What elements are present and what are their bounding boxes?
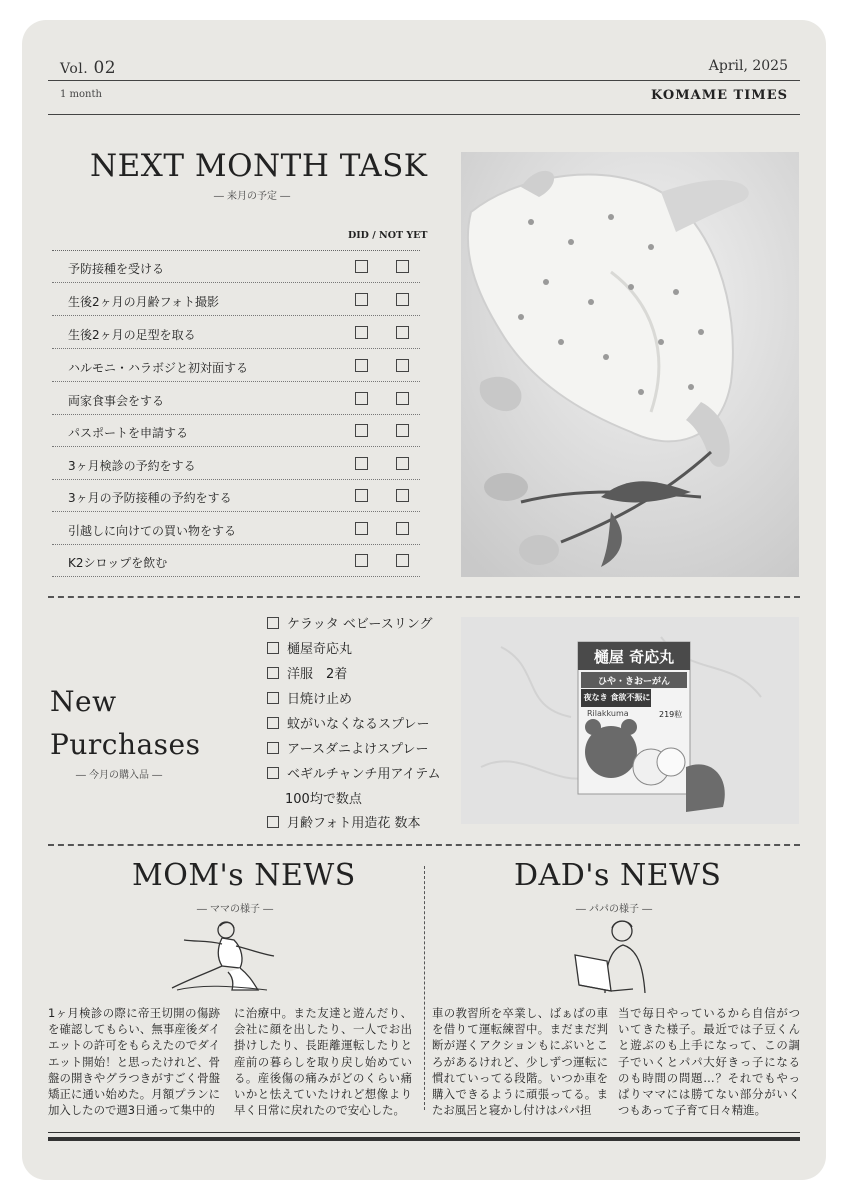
did-checkbox[interactable]	[355, 260, 368, 273]
purchase-label: 日焼け止め	[287, 692, 353, 707]
task-label: 予防接種を受ける	[68, 262, 165, 276]
not-yet-checkbox[interactable]	[396, 489, 409, 502]
purchase-item	[267, 713, 429, 732]
dad-title: DAD's NEWS	[514, 858, 722, 893]
did-checkbox[interactable]	[355, 293, 368, 306]
did-checkbox[interactable]	[355, 489, 368, 502]
issue-date: April, 2025	[708, 58, 788, 74]
task-row	[52, 383, 420, 415]
task-label: 生後2ヶ月の足型を取る	[68, 328, 196, 342]
purchase-label: 月齢フォト用造花 数本	[287, 816, 421, 831]
mom-text-col1: 1ヶ月検診の際に帝王切開の傷跡を確認してもらい、無事産後ダイエットの許可をもらえたのでダイエット開始！と思ったけれど、骨盤の開きやグラつきがすごく骨盤矯正に通い始めた。月額プランに加入したので週3日通って集中的	[48, 1006, 220, 1118]
purchase-checkbox[interactable]	[267, 742, 279, 754]
not-yet-checkbox[interactable]	[396, 457, 409, 470]
purchases-subtitle: ― 今月の購入品 ―	[75, 770, 163, 781]
task-label: 3ヶ月検診の予約をする	[68, 459, 196, 473]
purchase-item	[267, 688, 352, 707]
masthead-rule-top	[48, 80, 800, 81]
newsletter-page	[22, 20, 826, 1180]
dad-text-col2: 当で毎日やっているから自信がついてきた様子。最近では子豆くんと遊ぶのも上手になって、この調子でいくとパパ大好きっ子になるのも時間の問題…？それでもやっぱりママには勝てない部分がいくつもあって子育て日々精進。	[618, 1006, 800, 1118]
task-row	[52, 448, 420, 480]
dad-subtitle: ― パパの様子 ―	[575, 904, 653, 915]
not-yet-checkbox[interactable]	[396, 522, 409, 535]
purchase-checkbox[interactable]	[267, 617, 279, 629]
footer-rule-thin	[48, 1132, 800, 1133]
task-label: 3ヶ月の予防接種の予約をする	[68, 491, 232, 505]
purchase-item	[267, 663, 347, 682]
purchase-checkbox[interactable]	[267, 767, 279, 779]
did-checkbox[interactable]	[355, 392, 368, 405]
purchase-item	[267, 638, 352, 657]
not-yet-checkbox[interactable]	[396, 260, 409, 273]
did-checkbox[interactable]	[355, 554, 368, 567]
did-checkbox[interactable]	[355, 326, 368, 339]
purchase-item	[267, 812, 420, 831]
not-yet-checkbox[interactable]	[396, 424, 409, 437]
purchase-checkbox[interactable]	[267, 717, 279, 729]
task-row	[52, 415, 420, 447]
product-count: 219粒	[659, 710, 683, 719]
mom-title: MOM's NEWS	[132, 858, 356, 893]
section-divider-2	[48, 844, 800, 846]
not-yet-checkbox[interactable]	[396, 392, 409, 405]
purchase-item-continuation: 100均で数点	[285, 792, 362, 807]
mom-yoga-illustration	[162, 918, 282, 993]
period-label: 1 month	[60, 89, 102, 100]
task-label: 両家食事会をする	[68, 394, 165, 408]
purchase-label: ケラッタ ベビースリング	[287, 617, 433, 632]
purchases-title-line1: New	[50, 685, 117, 718]
dad-laptop-illustration	[567, 915, 657, 997]
dad-text-col1: 車の教習所を卒業し、ばぁばの車を借りて運転練習中。まだまだ判断が遅くアクションもにぶいところがあるけれど、少しずつ運転に慣れていってる段階。いつか車を購入できるように頑張ってる。またお風呂と寝かし付けはパパ担	[432, 1006, 608, 1118]
product-reading: ひや・きおーがん	[597, 677, 670, 687]
brand-name: KOMAME TIMES	[650, 88, 788, 103]
purchases-title	[50, 680, 200, 766]
not-yet-checkbox[interactable]	[396, 326, 409, 339]
did-checkbox[interactable]	[355, 359, 368, 372]
purchase-item	[267, 738, 428, 757]
purchase-checkbox[interactable]	[267, 642, 279, 654]
product-photo	[461, 617, 799, 824]
purchase-item	[267, 763, 441, 782]
task-row	[52, 513, 420, 545]
task-row	[52, 545, 420, 577]
not-yet-checkbox[interactable]	[396, 293, 409, 306]
purchase-checkbox[interactable]	[267, 816, 279, 828]
product-effect: 夜なき 食欲不振に	[583, 693, 651, 702]
volume-label	[60, 58, 116, 78]
vol-number: 02	[93, 58, 117, 78]
purchases-title-line2: Purchases	[50, 728, 201, 761]
tasks-title: NEXT MONTH TASK	[90, 148, 428, 184]
not-yet-checkbox[interactable]	[396, 554, 409, 567]
tasks-header: DID / NOT YET	[348, 230, 428, 241]
tasks-subtitle: ― 来月の予定 ―	[213, 191, 291, 202]
purchase-label: 洋服 2着	[287, 667, 348, 682]
section-divider-1	[48, 596, 800, 598]
task-row	[52, 480, 420, 512]
did-checkbox[interactable]	[355, 522, 368, 535]
purchase-label: 樋屋奇応丸	[287, 642, 353, 657]
purchase-checkbox[interactable]	[267, 667, 279, 679]
purchase-label: 蚊がいなくなるスプレー	[287, 717, 430, 732]
footer-rule-thick	[48, 1137, 800, 1141]
mom-text-col2: に治療中。また友達と遊んだり、会社に顔を出したり、一人でお出掛けしたり、長距離運転したりと産前の暮らしを取り戻し始めている。産後傷の痛みがどのくらい痛いかと怯えていたけれど想像より早く日常に戻れたので安心した。	[234, 1006, 412, 1118]
purchase-item	[267, 613, 432, 632]
task-label: K2シロップを飲む	[68, 556, 168, 570]
column-divider	[424, 866, 425, 1110]
baby-photo-illustration	[461, 152, 799, 577]
baby-photo	[461, 152, 799, 577]
masthead-rule-bottom	[48, 114, 800, 115]
product-name: 樋屋 奇応丸	[593, 648, 675, 666]
vol-prefix: Vol.	[60, 61, 89, 77]
purchase-label: ベギルチャンチ用アイテム	[287, 767, 441, 782]
task-label: パスポートを申請する	[68, 426, 189, 440]
purchase-label: アースダニよけスプレー	[287, 742, 429, 757]
task-label: 生後2ヶ月の月齢フォト撮影	[68, 295, 220, 309]
product-character: Rilakkuma	[587, 709, 629, 718]
task-row	[52, 284, 420, 316]
not-yet-checkbox[interactable]	[396, 359, 409, 372]
did-checkbox[interactable]	[355, 457, 368, 470]
mom-subtitle: ― ママの様子 ―	[196, 904, 274, 915]
did-checkbox[interactable]	[355, 424, 368, 437]
task-row	[52, 317, 420, 349]
task-row	[52, 251, 420, 283]
task-label: ハルモニ・ハラボジと初対面する	[68, 361, 249, 375]
task-row	[52, 350, 420, 382]
task-label: 引越しに向けての買い物をする	[68, 524, 237, 538]
purchase-checkbox[interactable]	[267, 692, 279, 704]
